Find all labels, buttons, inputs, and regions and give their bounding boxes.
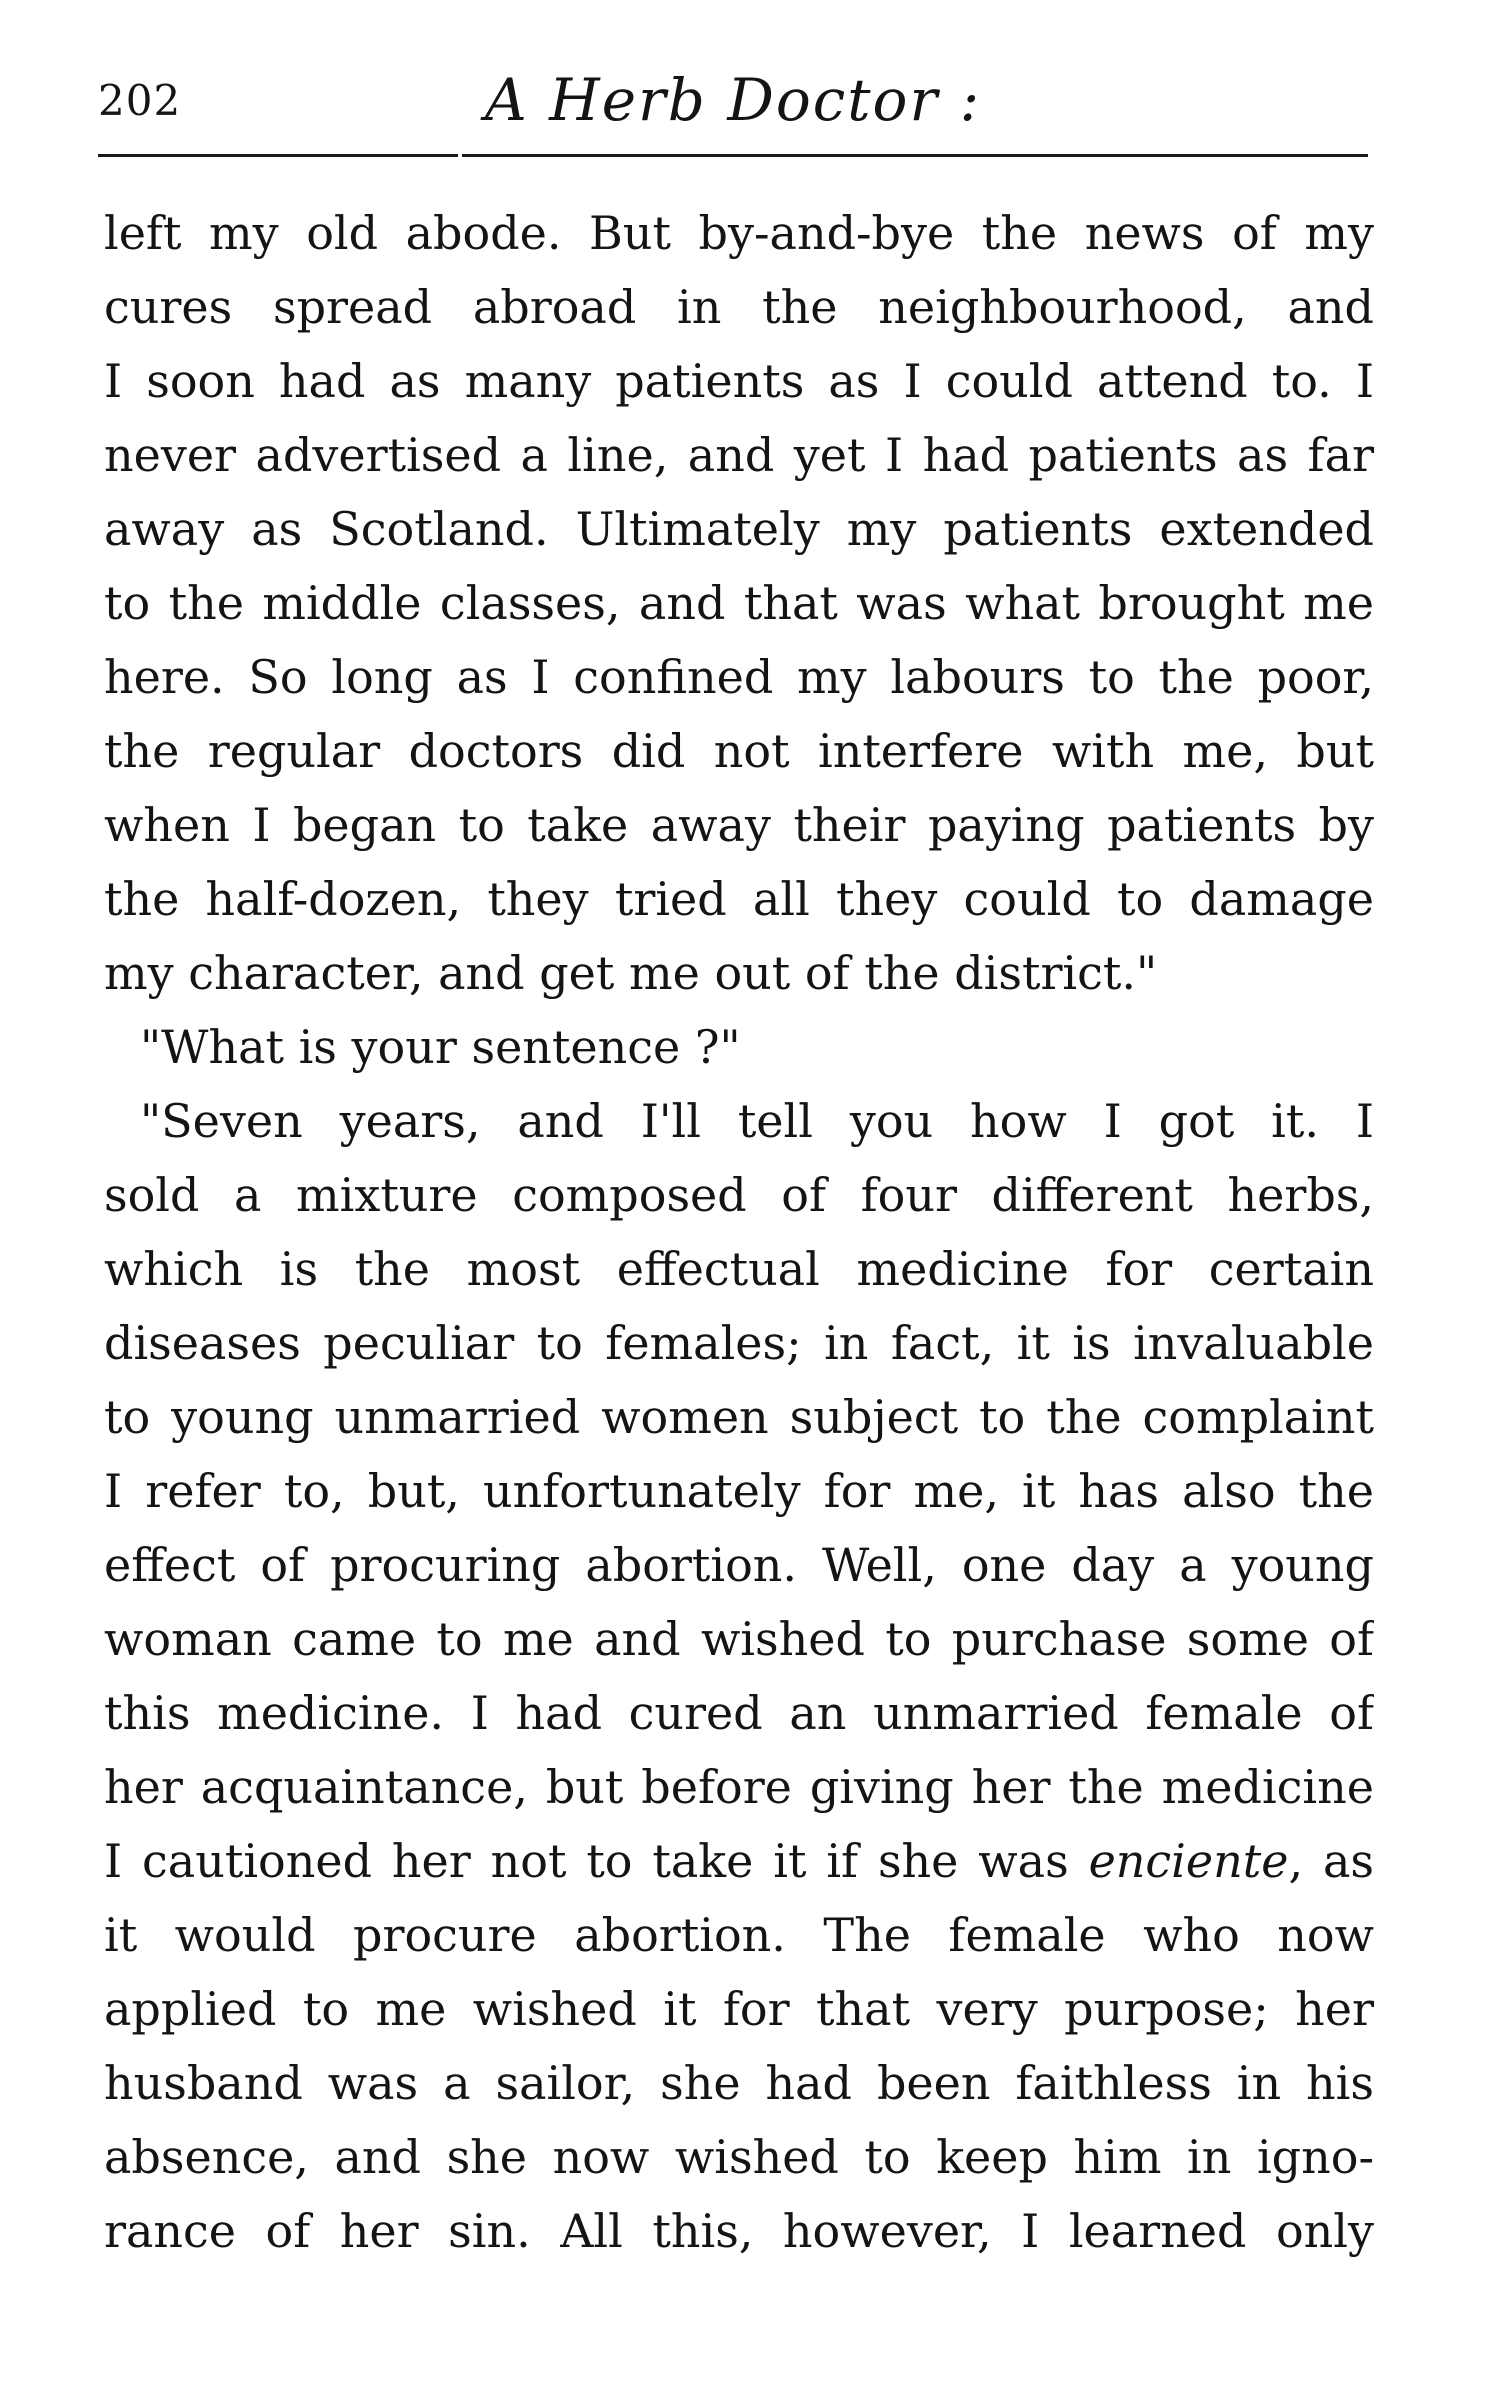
text-line: cures spread abroad in the neighbourhood, and	[104, 280, 1374, 334]
text-line: I soon had as many patients as I could attend to. I	[104, 354, 1374, 408]
text-line: husband was a sailor, she had been faithless in his	[104, 2056, 1374, 2110]
text-line: this medicine. I had cured an unmarried female of	[104, 1686, 1374, 1740]
running-title: A Herb Doctor :	[484, 66, 982, 134]
text-line: "What is your sentence ?"	[140, 1020, 741, 1074]
text-segment: , as	[1288, 1834, 1374, 1888]
text-line: absence, and she now wished to keep him in igno-	[104, 2130, 1374, 2184]
text-line: to young unmarried women subject to the complaint	[104, 1390, 1374, 1444]
text-line: the regular doctors did not interfere with me, but	[104, 724, 1374, 778]
text-line: left my old abode. But by-and-bye the news of my	[104, 206, 1374, 260]
text-line-italic-word	[104, 1824, 1374, 1898]
text-line: it would procure abortion. The female who now	[104, 1908, 1374, 1962]
text-line: sold a mixture composed of four different herbs,	[104, 1168, 1374, 1222]
italic-word: enciente	[1088, 1834, 1289, 1888]
body-text	[104, 196, 1374, 2268]
text-line: my character, and get me out of the district."	[104, 946, 1158, 1000]
text-line: diseases peculiar to females; in fact, it is invaluable	[104, 1316, 1374, 1370]
text-line: the half-dozen, they tried all they could to damage	[104, 872, 1374, 926]
text-line: "Seven years, and I'll tell you how I got it. I	[140, 1094, 1374, 1148]
text-line: here. So long as I confined my labours to the poor,	[104, 650, 1374, 704]
text-line: to the middle classes, and that was what brought me	[104, 576, 1374, 630]
text-line: away as Scotland. Ultimately my patients extended	[104, 502, 1374, 556]
text-line: never advertised a line, and yet I had patients as far	[104, 428, 1374, 482]
text-line: when I began to take away their paying patients by	[104, 798, 1374, 852]
header-rule-right	[462, 154, 1368, 157]
text-line: her acquaintance, but before giving her the medicine	[104, 1760, 1374, 1814]
text-line: I refer to, but, unfortunately for me, it has also the	[104, 1464, 1374, 1518]
page-number: 202	[98, 76, 182, 125]
text-line: woman came to me and wished to purchase some of	[104, 1612, 1374, 1666]
text-line: which is the most effectual medicine for certain	[104, 1242, 1374, 1296]
running-head	[98, 62, 1368, 142]
text-segment: I cautioned her not to take it if she was	[104, 1834, 1089, 1888]
text-line: rance of her sin. All this, however, I learned only	[104, 2204, 1374, 2258]
text-line: applied to me wished it for that very purpose; her	[104, 1982, 1374, 2036]
header-rule-left	[98, 154, 458, 157]
text-line: effect of procuring abortion. Well, one day a young	[104, 1538, 1374, 1592]
